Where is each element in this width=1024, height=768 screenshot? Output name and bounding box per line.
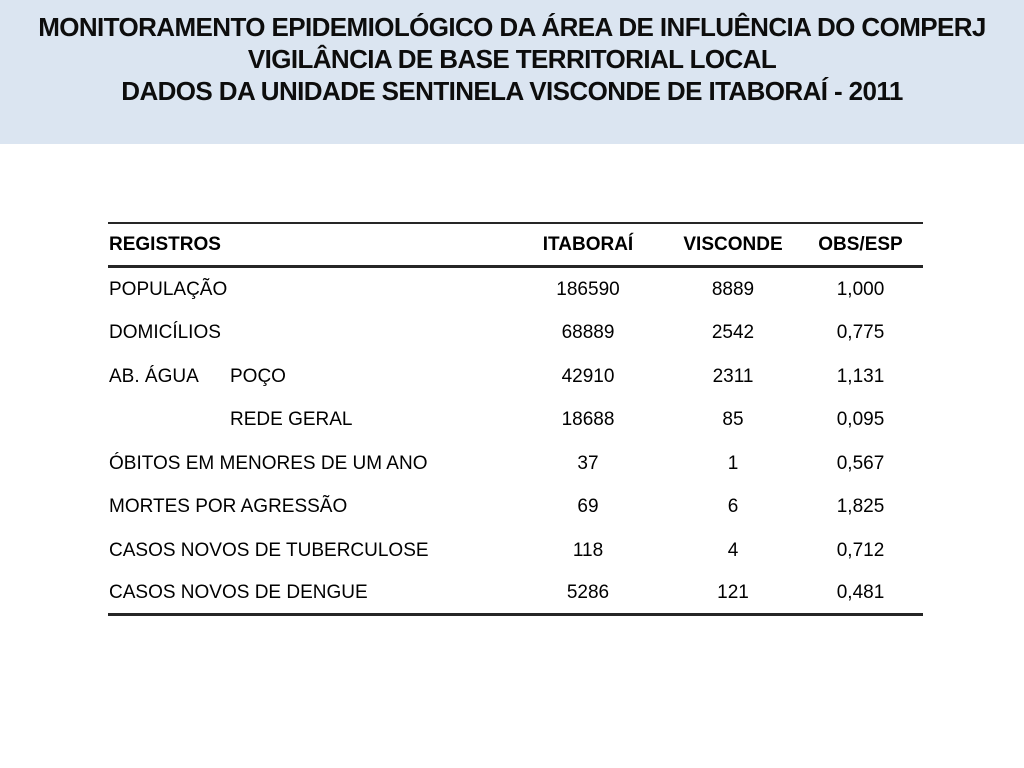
row-label-main: ÓBITOS EM MENORES DE UM ANO bbox=[109, 452, 428, 474]
cell-itaborai: 42910 bbox=[561, 365, 615, 387]
row-label bbox=[108, 582, 508, 604]
slide-title-line-1: MONITORAMENTO EPIDEMIOLÓGICO DA ÁREA DE INFLUÊNCIA DO COMPERJ bbox=[38, 12, 986, 42]
cell-obs-esp: 1,825 bbox=[836, 496, 885, 518]
row-label bbox=[108, 540, 508, 562]
row-label bbox=[108, 496, 508, 518]
cell-visconde: 8889 bbox=[711, 278, 755, 300]
cell-itaborai: 18688 bbox=[561, 409, 615, 431]
cell-obs-esp: 1,000 bbox=[836, 278, 885, 300]
epidemiology-table bbox=[108, 222, 923, 616]
row-label-main: CASOS NOVOS DE DENGUE bbox=[109, 581, 368, 603]
cell-itaborai: 37 bbox=[577, 452, 599, 474]
table-row bbox=[108, 355, 923, 399]
cell-visconde: 4 bbox=[727, 539, 739, 561]
row-label bbox=[108, 453, 508, 475]
cell-itaborai: 118 bbox=[572, 539, 604, 561]
cell-itaborai: 186590 bbox=[556, 278, 620, 300]
row-label-main: DOMICÍLIOS bbox=[109, 322, 221, 344]
row-label bbox=[108, 322, 508, 344]
row-label-main: POPULAÇÃO bbox=[109, 278, 228, 300]
cell-obs-esp: 0,712 bbox=[836, 539, 885, 561]
table-row bbox=[108, 312, 923, 356]
table-row bbox=[108, 268, 923, 312]
table-row bbox=[108, 442, 923, 486]
row-label-sub: POÇO bbox=[230, 365, 286, 387]
cell-visconde: 2311 bbox=[712, 365, 754, 387]
table-row bbox=[108, 529, 923, 573]
row-label bbox=[108, 279, 508, 301]
cell-visconde: 85 bbox=[722, 409, 744, 431]
table-row bbox=[108, 399, 923, 443]
slide-title-line-2: VIGILÂNCIA DE BASE TERRITORIAL LOCAL bbox=[247, 44, 777, 74]
cell-visconde: 1 bbox=[727, 452, 739, 474]
table-row bbox=[108, 486, 923, 530]
cell-itaborai: 5286 bbox=[566, 581, 610, 603]
cell-visconde: 6 bbox=[727, 496, 739, 518]
row-label-sub: REDE GERAL bbox=[230, 409, 353, 431]
cell-obs-esp: 0,095 bbox=[836, 409, 885, 431]
column-header-visconde: VISCONDE bbox=[683, 233, 783, 255]
cell-visconde: 2542 bbox=[711, 322, 755, 344]
title-band bbox=[0, 0, 1024, 144]
slide-title-line-3: DADOS DA UNIDADE SENTINELA VISCONDE DE ITABORAÍ - 2011 bbox=[121, 76, 903, 106]
cell-itaborai: 68889 bbox=[561, 322, 615, 344]
cell-obs-esp: 0,567 bbox=[836, 452, 885, 474]
cell-obs-esp: 1,131 bbox=[836, 365, 885, 387]
column-header-itaborai: ITABORAÍ bbox=[542, 233, 634, 255]
cell-itaborai: 69 bbox=[577, 496, 599, 518]
table-header-row bbox=[108, 222, 923, 268]
table-row bbox=[108, 573, 923, 617]
cell-visconde: 121 bbox=[717, 581, 749, 603]
row-label-main: AB. ÁGUA bbox=[109, 365, 199, 387]
cell-obs-esp: 0,775 bbox=[836, 322, 885, 344]
cell-obs-esp: 0,481 bbox=[836, 581, 885, 603]
row-label bbox=[108, 366, 508, 388]
column-header-obs-esp: OBS/ESP bbox=[818, 233, 903, 255]
row-label-main: CASOS NOVOS DE TUBERCULOSE bbox=[109, 539, 429, 561]
column-header-registros: REGISTROS bbox=[109, 233, 221, 255]
row-label-main: MORTES POR AGRESSÃO bbox=[109, 496, 348, 518]
